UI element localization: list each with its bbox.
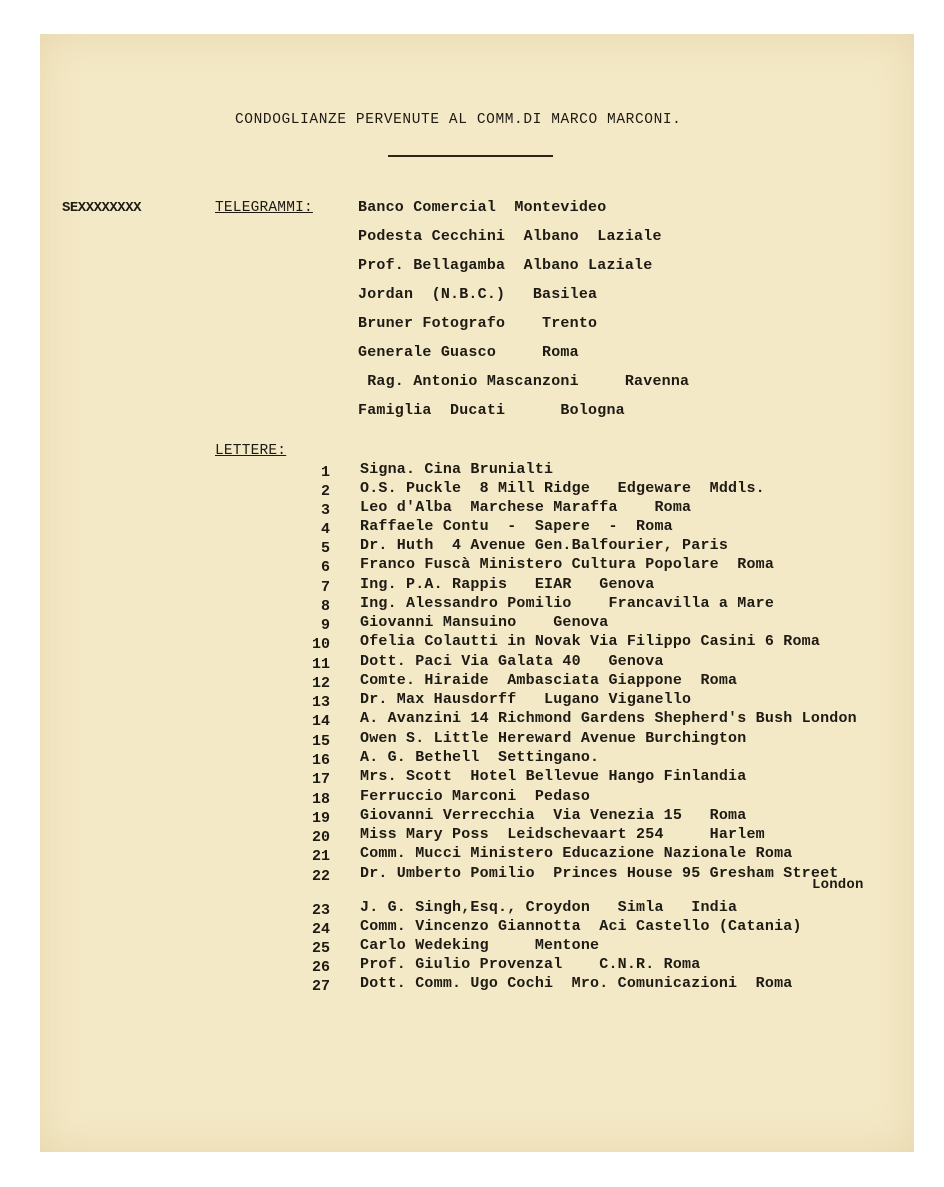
- letter-text: Giovanni Verrecchia Via Venezia 15 Roma: [360, 807, 747, 824]
- letter-text: Dr. Huth 4 Avenue Gen.Balfourier, Paris: [360, 537, 729, 554]
- letter-text: Leo d'Alba Marchese Maraffa Roma: [360, 499, 692, 516]
- telegram-item: Banco Comercial Montevideo: [358, 199, 607, 216]
- letter-text: London: [812, 877, 864, 893]
- letter-text: Franco Fuscà Ministero Cultura Popolare Roma: [360, 556, 775, 573]
- struck-out-text: SEXXXXXXXX: [62, 200, 142, 216]
- telegram-item: Famiglia Ducati Bologna: [358, 402, 625, 419]
- letter-number: 21: [311, 848, 330, 865]
- letter-number: 13: [311, 694, 330, 711]
- letter-number: 17: [311, 771, 330, 788]
- letter-number: 5: [320, 540, 330, 557]
- letter-text: Dr. Umberto Pomilio Princes House 95 Gresham Street: [360, 865, 839, 882]
- letter-number: 10: [311, 636, 330, 653]
- letter-text: Dott. Paci Via Galata 40 Genova: [360, 653, 664, 670]
- letter-text: Carlo Wedeking Mentone: [360, 937, 600, 954]
- letter-number: 15: [311, 733, 330, 750]
- letter-text: Mrs. Scott Hotel Bellevue Hango Finlandia: [360, 768, 747, 785]
- letter-number: 16: [311, 752, 330, 769]
- letter-number: 7: [320, 579, 330, 596]
- letter-number: 6: [320, 559, 330, 576]
- letter-text: A. Avanzini 14 Richmond Gardens Shepherd's Bush London: [360, 710, 857, 727]
- telegrammi-label: TELEGRAMMI:: [215, 200, 313, 216]
- telegram-item: Rag. Antonio Mascanzoni Ravenna: [358, 373, 690, 390]
- letter-text: Ing. Alessandro Pomilio Francavilla a Mare: [360, 595, 775, 612]
- letter-number: 20: [311, 829, 330, 846]
- letter-number: 23: [311, 902, 330, 919]
- letter-number: 9: [320, 617, 330, 634]
- letter-text: Giovanni Mansuino Genova: [360, 614, 609, 631]
- telegram-item: Podesta Cecchini Albano Laziale: [358, 228, 662, 245]
- letter-text: Raffaele Contu - Sapere - Roma: [360, 518, 673, 535]
- letter-number: 14: [311, 713, 330, 730]
- letter-text: Dott. Comm. Ugo Cochi Mro. Comunicazioni Roma: [360, 975, 793, 992]
- letter-number: 8: [320, 598, 330, 615]
- letter-number: 22: [311, 868, 330, 885]
- telegram-item: Prof. Bellagamba Albano Laziale: [358, 257, 653, 274]
- letter-text: Ofelia Colautti in Novak Via Filippo Casini 6 Roma: [360, 633, 821, 650]
- letter-number: 26: [311, 959, 330, 976]
- letter-number: 18: [311, 791, 330, 808]
- telegram-item: Generale Guasco Roma: [358, 344, 579, 361]
- letter-number: 2: [320, 483, 330, 500]
- title-underline: [388, 155, 553, 157]
- letter-number: 19: [311, 810, 330, 827]
- letter-text: J. G. Singh,Esq., Croydon Simla India: [360, 899, 738, 916]
- letter-text: Ing. P.A. Rappis EIAR Genova: [360, 576, 655, 593]
- letter-text: Ferruccio Marconi Pedaso: [360, 788, 591, 805]
- letter-number: 27: [311, 978, 330, 995]
- letter-text: Comte. Hiraide Ambasciata Giappone Roma: [360, 672, 738, 689]
- letter-text: Dr. Max Hausdorff Lugano Viganello: [360, 691, 692, 708]
- letter-text: Signa. Cina Brunialti: [360, 461, 554, 478]
- letter-text: Owen S. Little Hereward Avenue Burchington: [360, 730, 747, 747]
- letter-number: 25: [311, 940, 330, 957]
- letter-text: O.S. Puckle 8 Mill Ridge Edgeware Mddls.: [360, 480, 765, 497]
- letter-number: 1: [320, 464, 330, 481]
- letter-number: 4: [320, 521, 330, 538]
- letter-text: Comm. Mucci Ministero Educazione Nazionale Roma: [360, 845, 793, 862]
- letter-text: Miss Mary Poss Leidschevaart 254 Harlem: [360, 826, 765, 843]
- telegram-item: Jordan (N.B.C.) Basilea: [358, 286, 598, 303]
- telegram-item: Bruner Fotografo Trento: [358, 315, 598, 332]
- lettere-label: LETTERE:: [215, 443, 287, 459]
- letter-number: 3: [320, 502, 330, 519]
- letter-text: A. G. Bethell Settingano.: [360, 749, 600, 766]
- letter-number: 11: [311, 656, 330, 673]
- document-title: CONDOGLIANZE PERVENUTE AL COMM.DI MARCO MARCONI.: [235, 112, 682, 128]
- letter-number: 12: [311, 675, 330, 692]
- letter-text: Comm. Vincenzo Giannotta Aci Castello (Catania): [360, 918, 802, 935]
- letter-text: Prof. Giulio Provenzal C.N.R. Roma: [360, 956, 701, 973]
- letter-number: 24: [311, 921, 330, 938]
